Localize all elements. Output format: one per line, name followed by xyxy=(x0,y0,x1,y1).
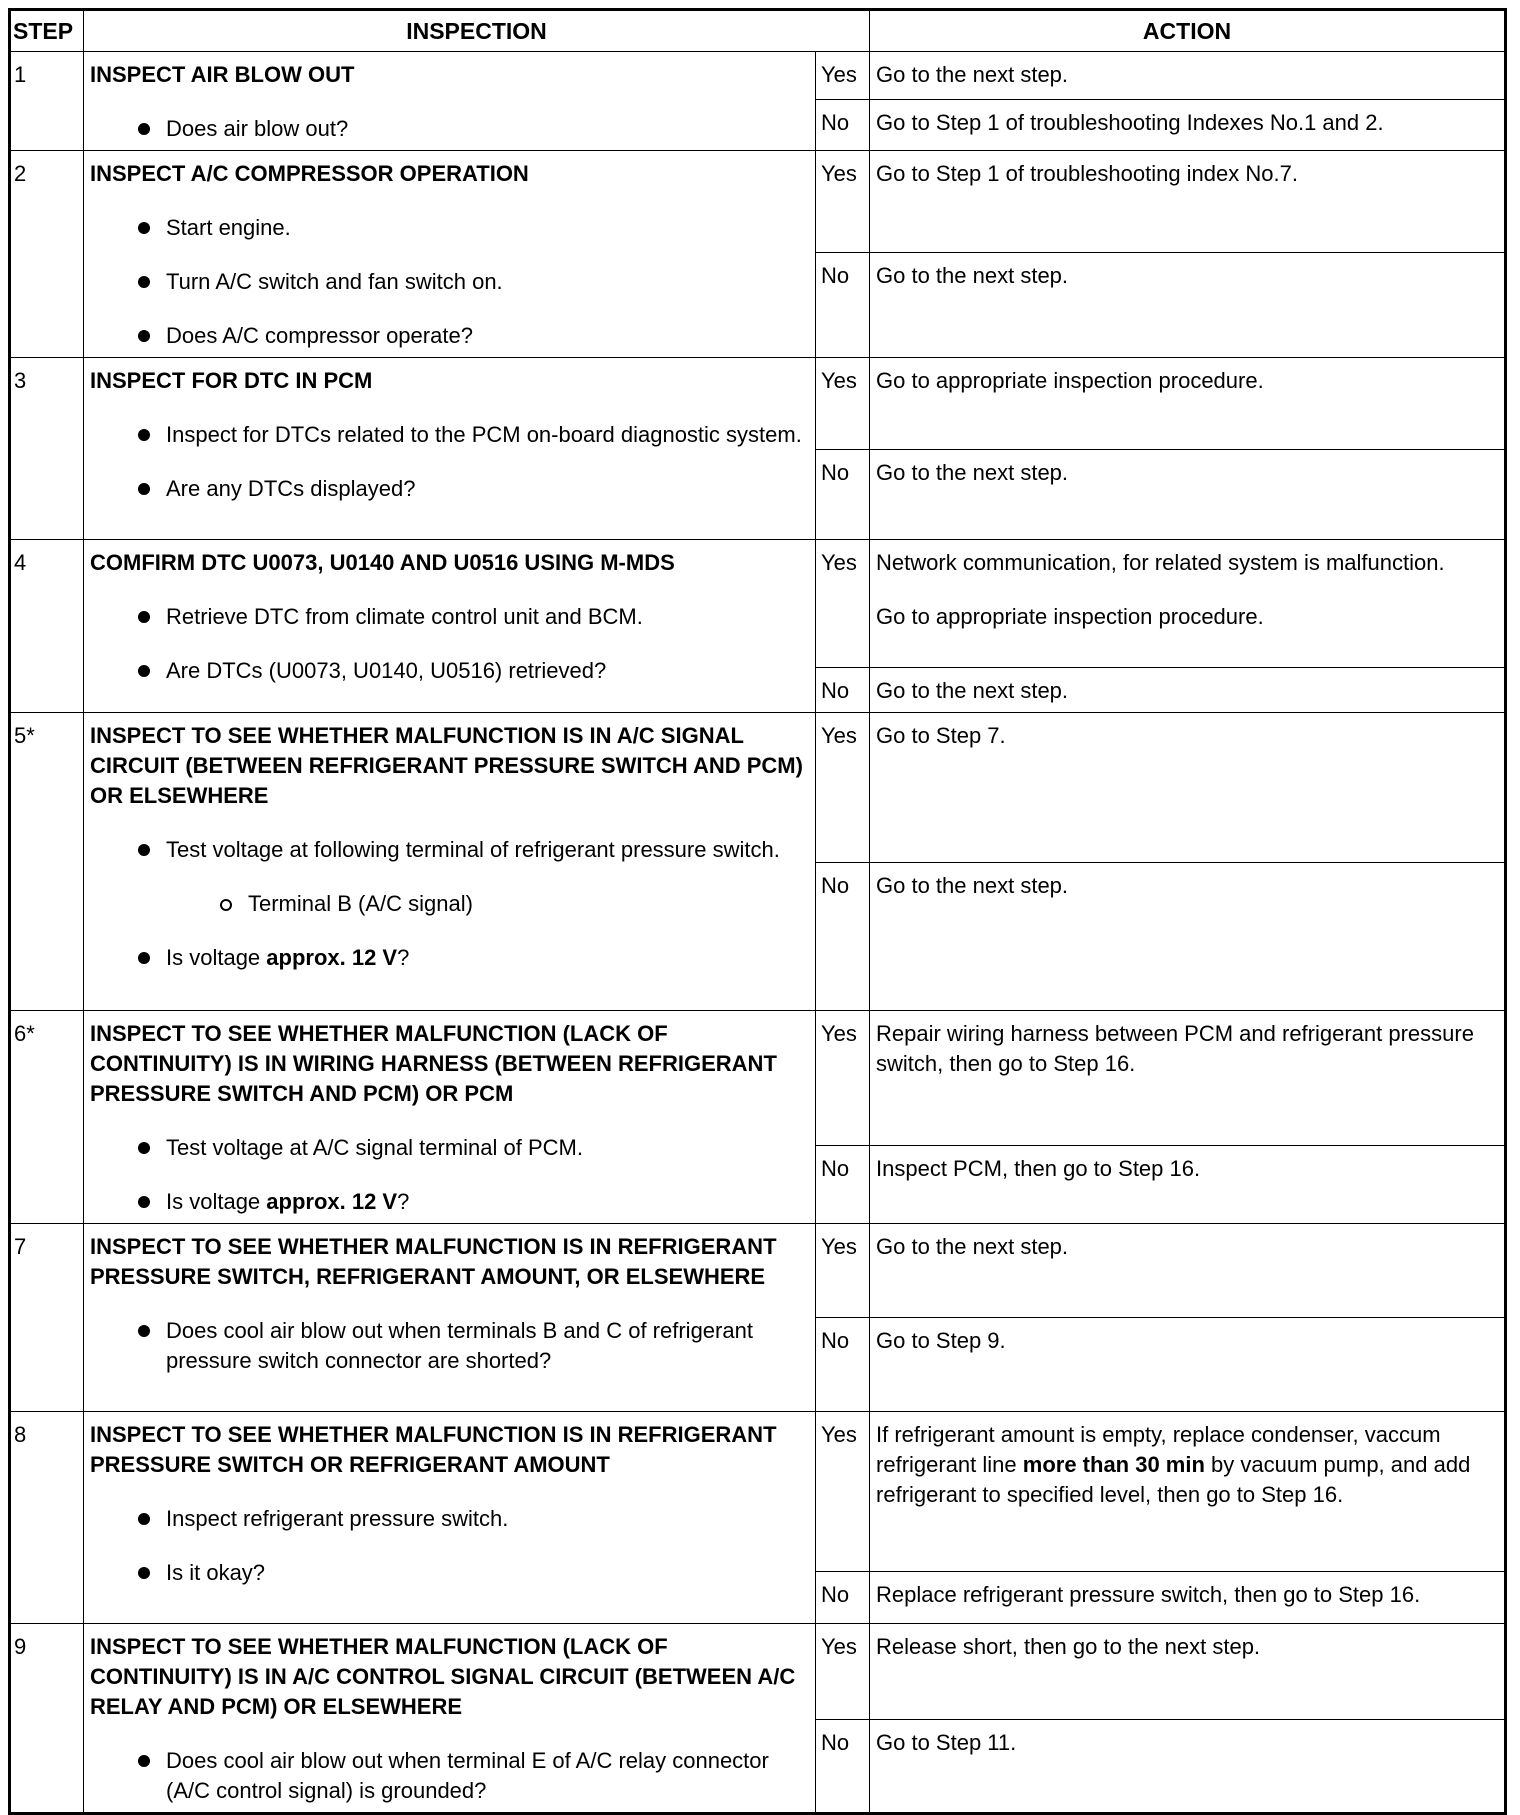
inspection-cell xyxy=(84,151,816,358)
step-number: 9 xyxy=(10,1624,84,1814)
bullet-list xyxy=(90,602,809,686)
no-label: No xyxy=(816,100,870,151)
inspection-title: INSPECT TO SEE WHETHER MALFUNCTION IS IN REFRIGERANT PRESSURE SWITCH, REFRIGERANT AMOUNT, OR ELSEWHERE xyxy=(90,1234,777,1289)
step-number: 5* xyxy=(10,713,84,1011)
bullet-list xyxy=(90,943,809,973)
inspection-title: COMFIRM DTC U0073, U0140 AND U0516 USING M-MDS xyxy=(90,550,675,575)
table-row xyxy=(10,1011,1506,1146)
no-label: No xyxy=(816,450,870,540)
spec-value: approx. 12 V xyxy=(266,945,398,970)
no-label: No xyxy=(816,863,870,1011)
troubleshooting-sheet xyxy=(8,8,1504,1803)
table-row xyxy=(10,358,1506,450)
bullet-list xyxy=(90,114,809,144)
yes-action xyxy=(870,1412,1506,1572)
bullet-item: Does cool air blow out when terminal E of A/C relay connector (A/C control signal) is grounded? xyxy=(90,1746,809,1806)
no-action: Go to the next step. xyxy=(870,253,1506,358)
bullet-list xyxy=(90,1504,809,1588)
bullet-item xyxy=(90,943,809,973)
no-action: Go to the next step. xyxy=(870,668,1506,713)
table-row xyxy=(10,151,1506,253)
no-label: No xyxy=(816,253,870,358)
inspection-cell xyxy=(84,540,816,713)
yes-action: Release short, then go to the next step. xyxy=(870,1624,1506,1720)
no-label: No xyxy=(816,1145,870,1223)
inspection-title: INSPECT FOR DTC IN PCM xyxy=(90,368,373,393)
yes-action-extra: Go to appropriate inspection procedure. xyxy=(876,604,1264,629)
bullet-item: Test voltage at following terminal of refrigerant pressure switch. xyxy=(90,835,809,865)
yes-label: Yes xyxy=(816,1412,870,1572)
bullet-item xyxy=(90,1187,809,1217)
yes-action: Go to Step 7. xyxy=(870,713,1506,863)
bullet-list xyxy=(90,213,809,351)
bullet-item: Are DTCs (U0073, U0140, U0516) retrieved? xyxy=(90,656,809,686)
table-row xyxy=(10,1224,1506,1318)
no-label: No xyxy=(816,668,870,713)
inspection-cell xyxy=(84,1624,816,1814)
yes-action: Repair wiring harness between PCM and refrigerant pressure switch, then go to Step 16. xyxy=(870,1011,1506,1146)
yes-action-text-end: by vacuum pump, and add refrigerant to specified level, then go to Step 16. xyxy=(876,1452,1471,1507)
inspection-title: INSPECT A/C COMPRESSOR OPERATION xyxy=(90,161,529,186)
table-header-row xyxy=(10,10,1506,52)
spec-value: approx. 12 V xyxy=(266,1189,398,1214)
bullet-item: Inspect refrigerant pressure switch. xyxy=(90,1504,809,1534)
step-number: 4 xyxy=(10,540,84,713)
no-action: Go to the next step. xyxy=(870,450,1506,540)
table-row xyxy=(10,713,1506,863)
step-number: 6* xyxy=(10,1011,84,1224)
bullet-item: Is it okay? xyxy=(90,1558,809,1588)
table-row xyxy=(10,52,1506,100)
no-label: No xyxy=(816,1720,870,1814)
step-number: 3 xyxy=(10,358,84,540)
inspection-cell xyxy=(84,713,816,1011)
step-column-header: STEP xyxy=(10,10,84,52)
no-action: Go to Step 11. xyxy=(870,1720,1506,1814)
inspection-title: INSPECT TO SEE WHETHER MALFUNCTION (LACK OF CONTINUITY) IS IN A/C CONTROL SIGNAL CIRCUIT (BETWEEN A/C RELAY AND PCM) OR ELSEWHERE xyxy=(90,1634,796,1719)
sub-bullet-item: Terminal B (A/C signal) xyxy=(90,889,809,919)
yes-action: Go to the next step. xyxy=(870,1224,1506,1318)
yes-action: Network communication, for related system is malfunction. xyxy=(876,550,1445,575)
yes-label: Yes xyxy=(816,358,870,450)
yes-action: Go to the next step. xyxy=(870,52,1506,100)
bullet-item: Are any DTCs displayed? xyxy=(90,474,809,504)
bullet-item: Turn A/C switch and fan switch on. xyxy=(90,267,809,297)
inspection-column-header: INSPECTION xyxy=(84,10,870,52)
step-number: 1 xyxy=(10,52,84,151)
no-label: No xyxy=(816,1572,870,1624)
bullet-text: Is voltage xyxy=(166,1189,267,1214)
inspection-cell xyxy=(84,52,816,151)
bullet-item: Does A/C compressor operate? xyxy=(90,321,809,351)
yes-label: Yes xyxy=(816,1224,870,1318)
no-action: Go to Step 1 of troubleshooting Indexes No.1 and 2. xyxy=(870,100,1506,151)
bullet-item: Start engine. xyxy=(90,213,809,243)
yes-label: Yes xyxy=(816,540,870,668)
inspection-title: INSPECT TO SEE WHETHER MALFUNCTION IS IN A/C SIGNAL CIRCUIT (BETWEEN REFRIGERANT PRESSURE SWITCH AND PCM) OR ELSEWHERE xyxy=(90,723,803,808)
no-action: Go to Step 9. xyxy=(870,1318,1506,1412)
bullet-item: Retrieve DTC from climate control unit and BCM. xyxy=(90,602,809,632)
inspection-cell xyxy=(84,1224,816,1412)
bullet-text: Is voltage xyxy=(166,945,267,970)
yes-label: Yes xyxy=(816,1624,870,1720)
step-number: 7 xyxy=(10,1224,84,1412)
yes-label: Yes xyxy=(816,151,870,253)
bullet-list xyxy=(90,835,809,865)
inspection-cell xyxy=(84,1011,816,1224)
yes-label: Yes xyxy=(816,1011,870,1146)
yes-label: Yes xyxy=(816,713,870,863)
bullet-item: Does air blow out? xyxy=(90,114,809,144)
table-row xyxy=(10,1412,1506,1572)
action-column-header: ACTION xyxy=(870,10,1506,52)
step-number: 2 xyxy=(10,151,84,358)
troubleshooting-table xyxy=(8,8,1507,1815)
no-action: Replace refrigerant pressure switch, then go to Step 16. xyxy=(870,1572,1506,1624)
bullet-list xyxy=(90,1316,809,1376)
bullet-list xyxy=(90,420,809,504)
step-number: 8 xyxy=(10,1412,84,1624)
yes-label: Yes xyxy=(816,52,870,100)
bullet-text-end: ? xyxy=(397,945,410,970)
table-row xyxy=(10,540,1506,668)
bullet-item: Does cool air blow out when terminals B and C of refrigerant pressure switch connector are shorted? xyxy=(90,1316,809,1376)
yes-action-text: If refrigerant amount is empty, replace condenser, vaccum refrigerant line xyxy=(876,1422,1441,1477)
no-action: Inspect PCM, then go to Step 16. xyxy=(870,1145,1506,1223)
no-label: No xyxy=(816,1318,870,1412)
yes-action: Go to Step 1 of troubleshooting index No.7. xyxy=(870,151,1506,253)
inspection-cell xyxy=(84,358,816,540)
inspection-title: INSPECT TO SEE WHETHER MALFUNCTION (LACK OF CONTINUITY) IS IN WIRING HARNESS (BETWEEN REFRIGERANT PRESSURE SWITCH AND PCM) OR PCM xyxy=(90,1021,777,1106)
yes-action: Go to appropriate inspection procedure. xyxy=(870,358,1506,450)
bullet-text-end: ? xyxy=(397,1189,410,1214)
inspection-cell xyxy=(84,1412,816,1624)
inspection-title: INSPECT AIR BLOW OUT xyxy=(90,62,355,87)
spec-value: more than 30 min xyxy=(1022,1452,1205,1477)
bullet-list xyxy=(90,1133,809,1217)
bullet-item: Test voltage at A/C signal terminal of PCM. xyxy=(90,1133,809,1163)
bullet-list xyxy=(90,1746,809,1806)
table-row xyxy=(10,1624,1506,1720)
inspection-title: INSPECT TO SEE WHETHER MALFUNCTION IS IN REFRIGERANT PRESSURE SWITCH OR REFRIGERANT AMOUNT xyxy=(90,1422,777,1477)
no-action: Go to the next step. xyxy=(870,863,1506,1011)
yes-action-cell xyxy=(870,540,1506,668)
bullet-item: Inspect for DTCs related to the PCM on-board diagnostic system. xyxy=(90,420,809,450)
